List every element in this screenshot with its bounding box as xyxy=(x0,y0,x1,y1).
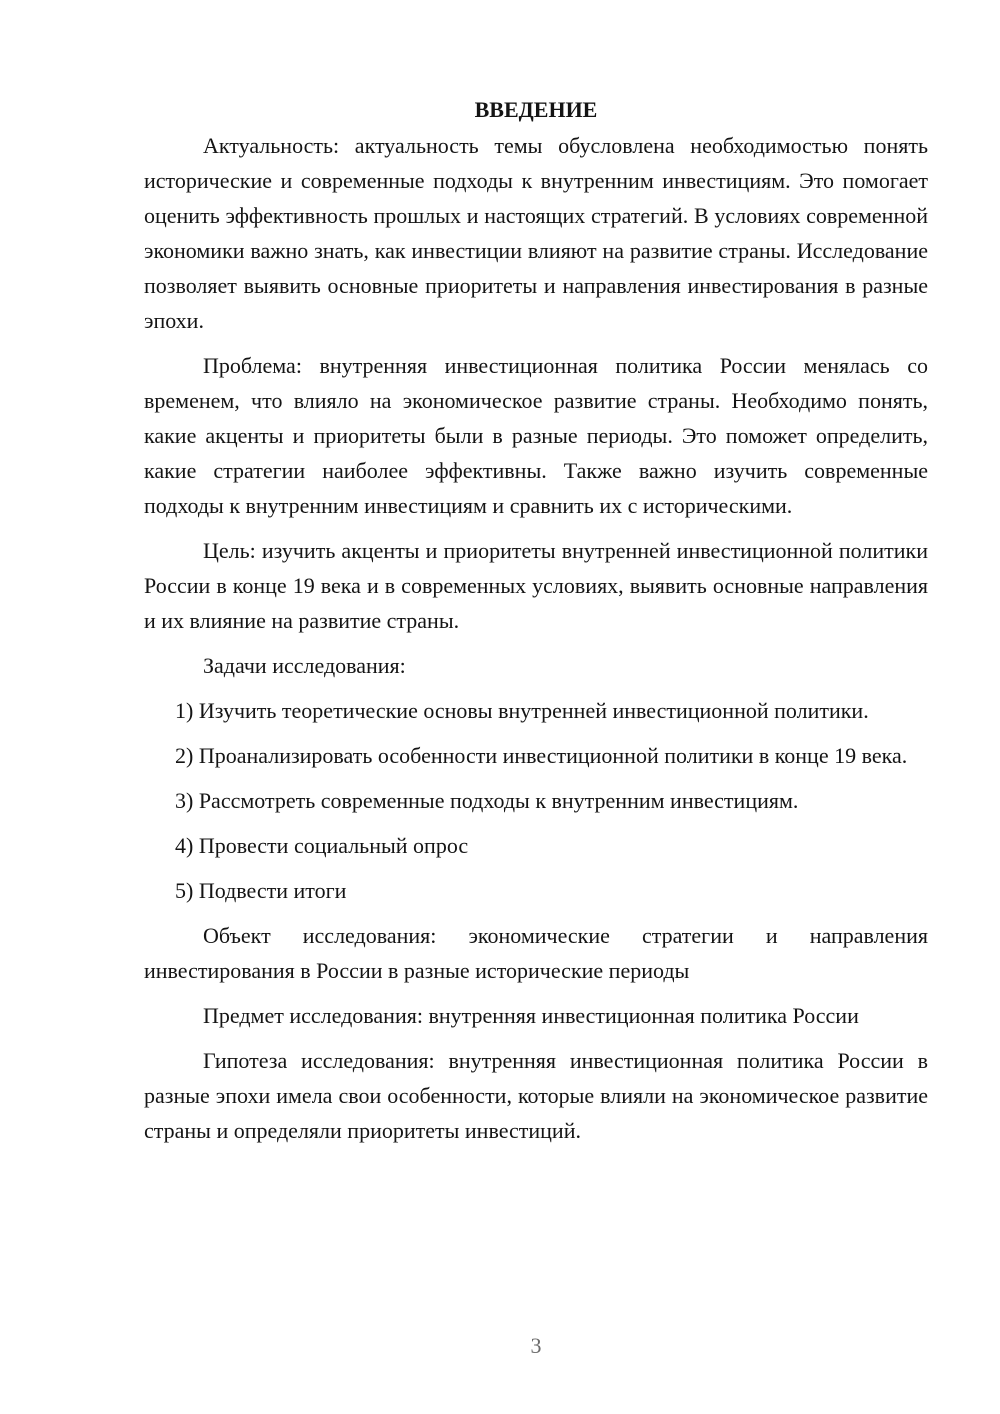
task-item-3: 3) Рассмотреть современные подходы к внутренним инвестициям. xyxy=(175,788,799,813)
hypothesis-paragraph: Гипотеза исследования: внутренняя инвестиционная политика России в разные эпохи имела свои особенности, которые влияли на экономическое развитие страны и определяли приоритеты инвестиций. xyxy=(144,1048,928,1143)
task-item-4: 4) Провести социальный опрос xyxy=(175,833,469,858)
page-number: 3 xyxy=(530,1333,542,1358)
task-item-1: 1) Изучить теоретические основы внутренней инвестиционной политики. xyxy=(175,698,869,723)
object-paragraph: Объект исследования: экономические стратегии и направления инвестирования в России в разные исторические периоды xyxy=(144,923,928,983)
subject-paragraph: Предмет исследования: внутренняя инвестиционная политика России xyxy=(203,1003,859,1028)
problem-paragraph: Проблема: внутренняя инвестиционная политика России менялась со временем, что влияло на экономическое развитие страны. Необходимо понять, какие акценты и приоритеты были в разные периоды. Это поможет определить, какие стратегии наиболее эффективны. Также важно изучить современные подходы к внутренним инвестициям и сравнить их с историческими. xyxy=(144,353,928,518)
page-title: ВВЕДЕНИЕ xyxy=(474,97,598,122)
goal-paragraph: Цель: изучить акценты и приоритеты внутренней инвестиционной политики России в конце 19 века и в современных условиях, выявить основные направления и их влияние на развитие страны. xyxy=(144,538,928,633)
tasks-heading: Задачи исследования: xyxy=(203,653,406,678)
relevance-paragraph: Актуальность: актуальность темы обусловлена необходимостью понять исторические и современные подходы к внутренним инвестициям. Это помогает оценить эффективность прошлых и настоящих стратегий. В условиях современной экономики важно знать, как инвестиции влияют на развитие страны. Исследование позволяет выявить основные приоритеты и направления инвестирования в разные эпохи. xyxy=(144,133,928,333)
task-item-5: 5) Подвести итоги xyxy=(175,878,347,903)
task-item-2: 2) Проанализировать особенности инвестиционной политики в конце 19 века. xyxy=(175,743,908,768)
page-content xyxy=(144,92,928,1158)
